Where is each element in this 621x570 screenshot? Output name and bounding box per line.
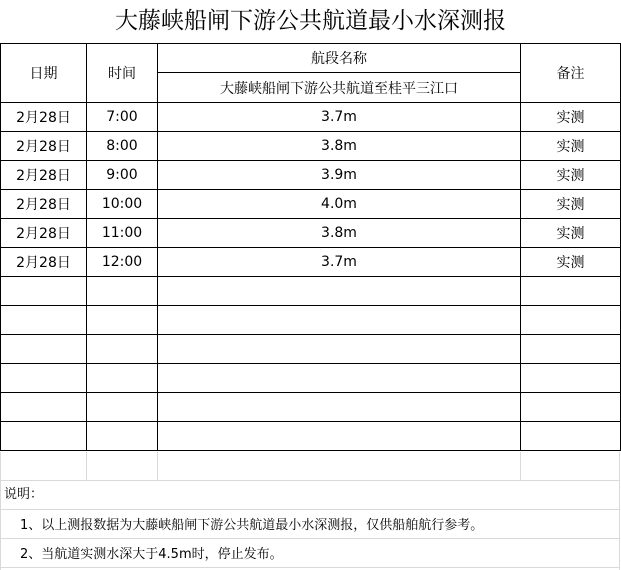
- table-row: [1, 161, 621, 190]
- header-segment-name: 大藤峡船闸下游公共航道至桂平三江口: [158, 73, 521, 103]
- faint-grid-row: [0, 452, 620, 480]
- cell-depth: 3.7m: [158, 103, 521, 132]
- empty-row: [1, 393, 621, 422]
- cell-depth: 3.8m: [158, 219, 521, 248]
- cell-remark: 实测: [521, 132, 621, 161]
- cell-depth: 3.8m: [158, 132, 521, 161]
- notes-label: 说明：: [4, 487, 44, 502]
- header-segment-group: 航段名称: [158, 44, 521, 73]
- table-row: [1, 103, 621, 132]
- empty-row: [1, 306, 621, 335]
- cell-date: 2月28日: [1, 190, 87, 219]
- table-row: [1, 219, 621, 248]
- report-title: 大藤峡船闸下游公共航道最小水深测报: [115, 8, 506, 34]
- cell-time: 10:00: [87, 190, 158, 219]
- cell-remark: 实测: [521, 190, 621, 219]
- cell-remark: 实测: [521, 161, 621, 190]
- header-remark: 备注: [521, 44, 621, 103]
- empty-row: [1, 335, 621, 364]
- grid-divider: [0, 567, 620, 568]
- cell-remark: 实测: [521, 248, 621, 277]
- grid-divider: [0, 480, 620, 481]
- cell-remark: 实测: [521, 103, 621, 132]
- grid-divider: [0, 509, 620, 510]
- cell-date: 2月28日: [1, 248, 87, 277]
- grid-divider: [0, 538, 620, 539]
- table-row: [1, 248, 621, 277]
- cell-date: 2月28日: [1, 219, 87, 248]
- cell-date: 2月28日: [1, 161, 87, 190]
- empty-row: [1, 364, 621, 393]
- cell-depth: 4.0m: [158, 190, 521, 219]
- table-row: [1, 190, 621, 219]
- cell-time: 8:00: [87, 132, 158, 161]
- cell-time: 9:00: [87, 161, 158, 190]
- cell-date: 2月28日: [1, 132, 87, 161]
- cell-depth: 3.7m: [158, 248, 521, 277]
- depth-report-table: [0, 43, 621, 451]
- grid-edge: [619, 452, 620, 570]
- cell-time: 7:00: [87, 103, 158, 132]
- cell-date: 2月28日: [1, 103, 87, 132]
- table-row: [1, 132, 621, 161]
- cell-time: 11:00: [87, 219, 158, 248]
- empty-row: [1, 277, 621, 306]
- empty-row: [1, 422, 621, 451]
- note-item: 1、以上测报数据为大藤峡船闸下游公共航道最小水深测报，仅供船舶航行参考。: [20, 518, 484, 533]
- cell-remark: 实测: [521, 219, 621, 248]
- note-item: 2、当航道实测水深大于4.5m时，停止发布。: [20, 547, 283, 562]
- cell-depth: 3.9m: [158, 161, 521, 190]
- cell-time: 12:00: [87, 248, 158, 277]
- header-date: 日期: [1, 44, 87, 103]
- grid-edge: [0, 452, 1, 570]
- header-time: 时间: [87, 44, 158, 103]
